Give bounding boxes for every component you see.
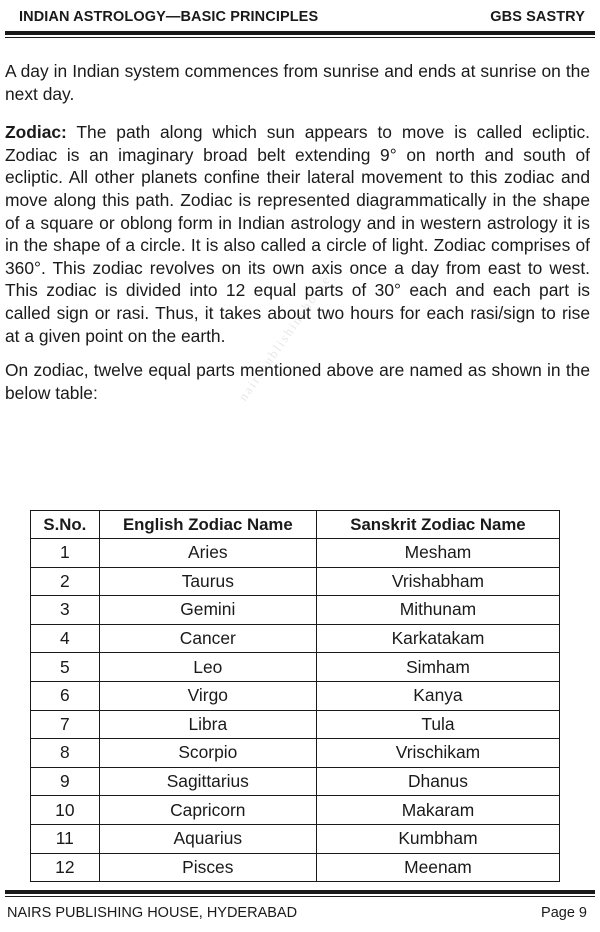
page-footer	[5, 900, 595, 926]
zodiac-table	[30, 510, 560, 882]
cell-english-name: Taurus	[99, 567, 316, 596]
table-row	[31, 739, 560, 768]
publisher-name: NAIRS PUBLISHING HOUSE, HYDERABAD	[7, 905, 298, 921]
cell-sno: 7	[31, 710, 100, 739]
table-header-row	[31, 511, 560, 539]
body-text	[5, 60, 590, 416]
table-row	[31, 796, 560, 825]
cell-sanskrit-name: Mesham	[316, 539, 559, 568]
cell-sno: 4	[31, 624, 100, 653]
table-row	[31, 596, 560, 625]
cell-english-name: Aries	[99, 539, 316, 568]
table-row	[31, 624, 560, 653]
table-row	[31, 539, 560, 568]
cell-sanskrit-name: Vrischikam	[316, 739, 559, 768]
cell-english-name: Capricorn	[99, 796, 316, 825]
cell-sanskrit-name: Vrishabham	[316, 567, 559, 596]
table-row	[31, 567, 560, 596]
cell-english-name: Virgo	[99, 681, 316, 710]
paragraph-table-intro: On zodiac, twelve equal parts mentioned above are named as shown in the below table:	[5, 360, 590, 403]
header-english-name: English Zodiac Name	[99, 511, 316, 539]
cell-sno: 1	[31, 539, 100, 568]
header-sno: S.No.	[31, 511, 100, 539]
header-rule-thin	[5, 37, 595, 38]
cell-sanskrit-name: Karkatakam	[316, 624, 559, 653]
zodiac-term: Zodiac:	[5, 122, 67, 143]
cell-english-name: Sagittarius	[99, 767, 316, 796]
footer-rule-thin	[5, 896, 595, 897]
cell-sno: 3	[31, 596, 100, 625]
table-row	[31, 853, 560, 882]
cell-sno: 9	[31, 767, 100, 796]
cell-english-name: Pisces	[99, 853, 316, 882]
cell-sanskrit-name: Simham	[316, 653, 559, 682]
cell-english-name: Scorpio	[99, 739, 316, 768]
cell-sno: 2	[31, 567, 100, 596]
book-title: INDIAN ASTROLOGY—BASIC PRINCIPLES	[19, 9, 319, 25]
cell-english-name: Cancer	[99, 624, 316, 653]
cell-english-name: Leo	[99, 653, 316, 682]
table-row	[31, 681, 560, 710]
cell-sno: 8	[31, 739, 100, 768]
cell-english-name: Libra	[99, 710, 316, 739]
cell-sno: 5	[31, 653, 100, 682]
cell-sno: 10	[31, 796, 100, 825]
cell-sanskrit-name: Kumbham	[316, 824, 559, 853]
cell-sanskrit-name: Tula	[316, 710, 559, 739]
page-number: Page 9	[541, 905, 587, 921]
header-sanskrit-name: Sanskrit Zodiac Name	[316, 511, 559, 539]
cell-sanskrit-name: Dhanus	[316, 767, 559, 796]
paragraph-zodiac	[5, 121, 590, 347]
cell-sanskrit-name: Meenam	[316, 853, 559, 882]
table-row	[31, 653, 560, 682]
cell-english-name: Gemini	[99, 596, 316, 625]
header-rule-thick	[5, 31, 595, 35]
table-row	[31, 824, 560, 853]
author-name: GBS SASTRY	[490, 9, 585, 25]
cell-sno: 6	[31, 681, 100, 710]
cell-sanskrit-name: Kanya	[316, 681, 559, 710]
cell-sanskrit-name: Mithunam	[316, 596, 559, 625]
cell-sanskrit-name: Makaram	[316, 796, 559, 825]
table-row	[31, 710, 560, 739]
cell-sno: 12	[31, 853, 100, 882]
table-row	[31, 767, 560, 796]
cell-english-name: Aquarius	[99, 824, 316, 853]
paragraph-day-definition: A day in Indian system commences from sunrise and ends at sunrise on the next day.	[5, 61, 590, 104]
zodiac-definition: The path along which sun appears to move is called ecliptic. Zodiac is an imaginary broad belt extending 9° on north and south of ecliptic. All other planets confine their lateral movement to this zodiac and move along this path. Zodiac is represented diagrammatically in the shape of a square or oblong form in Indian astrology and in western astrology it is in the shape of a circle. It is also called a circle of light. Zodiac comprises of 360°. This zodiac revolves on its own axis once a day from east to west. This zodiac is divided into 12 equal parts of 30° each and each part is called sign or rasi. Thus, it takes about two hours for each rasi/sign to rise at a given point on the earth.	[5, 122, 590, 346]
footer-rule-thick	[5, 890, 595, 894]
page-header	[5, 4, 595, 30]
cell-sno: 11	[31, 824, 100, 853]
watermark: nairspublishinghouse	[235, 271, 334, 404]
